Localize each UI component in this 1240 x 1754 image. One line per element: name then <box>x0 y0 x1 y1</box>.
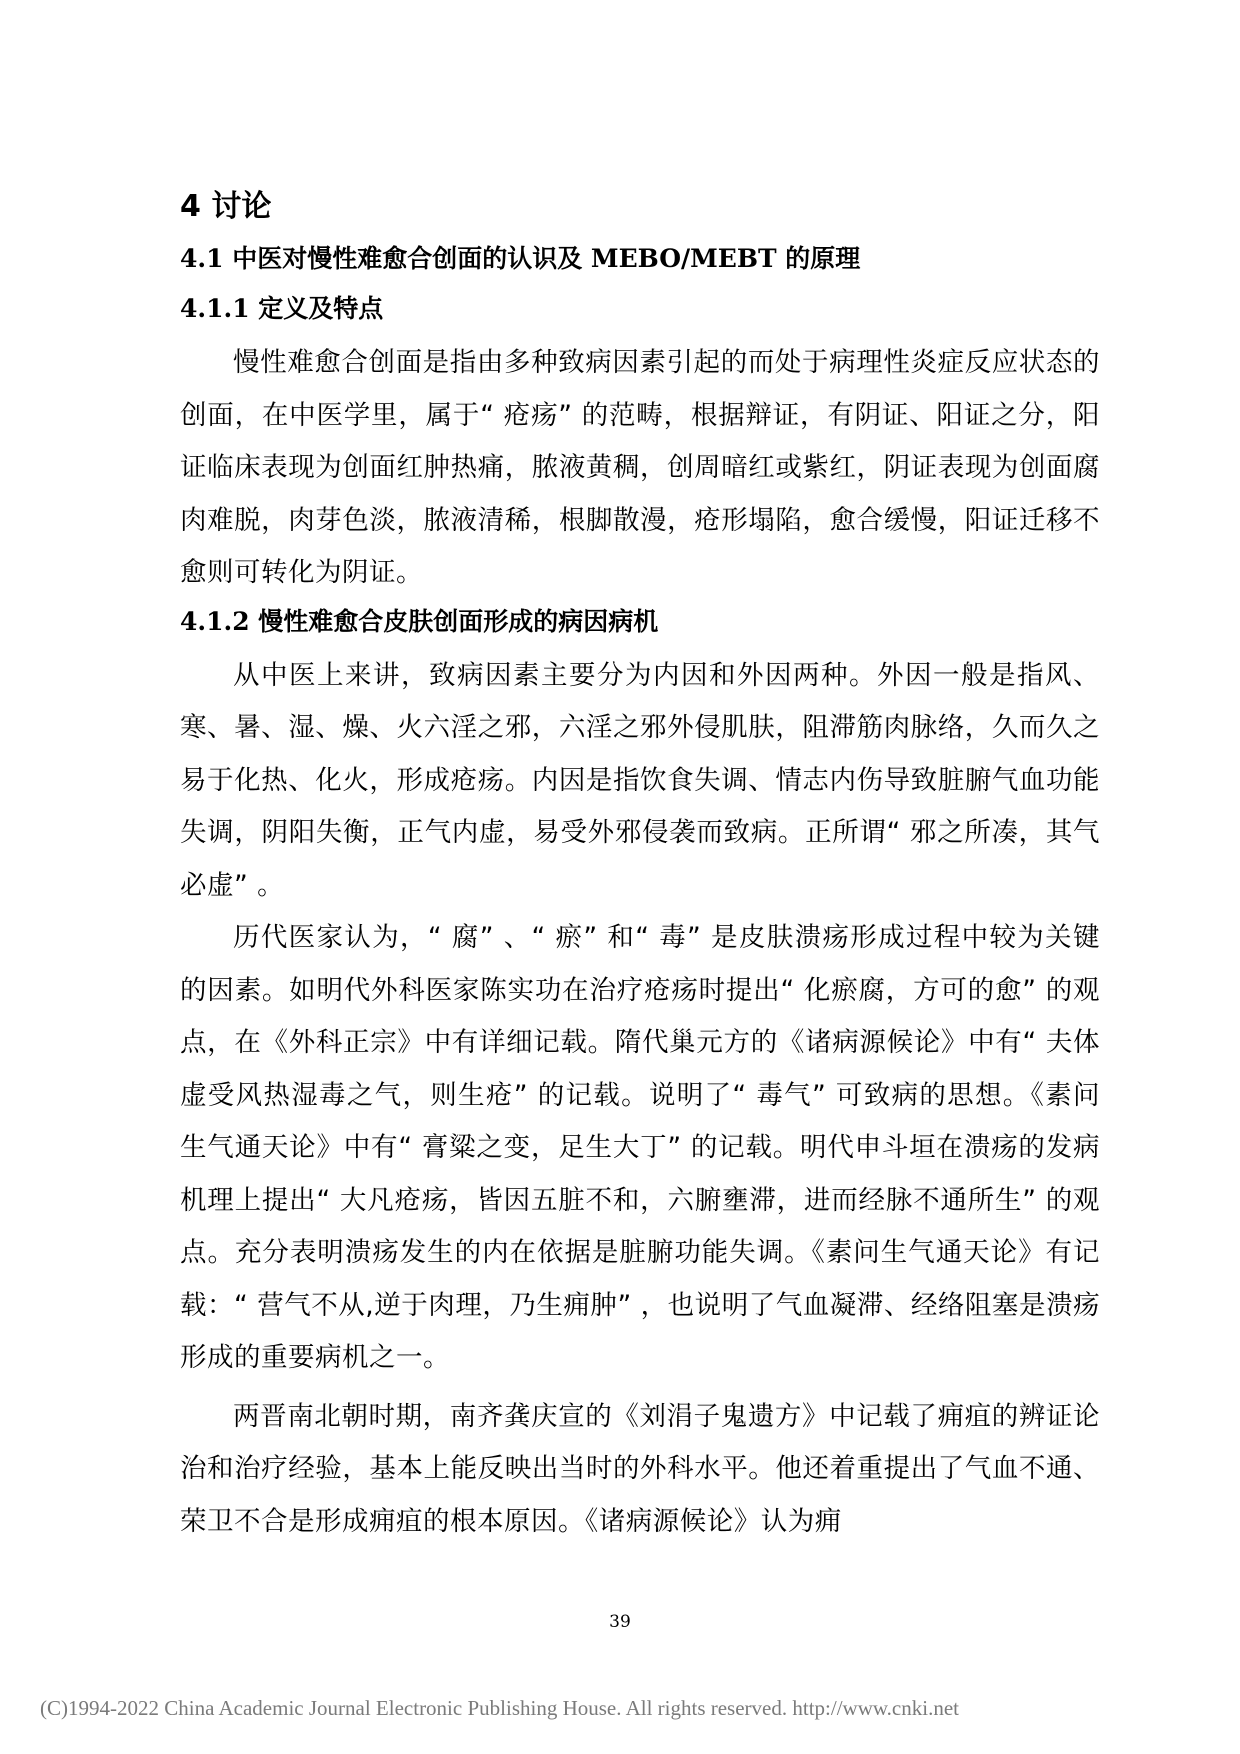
page-body <box>180 185 1100 1548</box>
subsubsection-heading-definition: 4.1.1 定义及特点 <box>180 294 384 323</box>
page-number: 39 <box>609 1612 631 1632</box>
paragraph-definition: 慢性难愈合创面是指由多种致病因素引起的而处于病理性炎症反应状态的创面，在中医学里，属于“ 疮疡” 的范畴，根据辩证，有阴证、阳证之分，阳证临床表现为创面红肿热痛，脓液黄稠，创周暗红或紫红，阴证表现为创面腐肉难脱，肉芽色淡，脓液清稀，根脚散漫，疮形塌陷，愈合缓慢，阳证迁移不愈则可转化为阴证。 <box>180 347 1100 588</box>
copyright-watermark: (C)1994-2022 China Academic Journal Electronic Publishing House. All rights reserved. http://www.cnki.net <box>40 1696 959 1720</box>
paragraph-jin-dynasty: 两晋南北朝时期，南齐龚庆宣的《刘涓子鬼遗方》中记载了痈疽的辨证论治和治疗经验，基本上能反映出当时的外科水平。他还着重提出了气血不通、荣卫不合是形成痈疽的根本原因。《诸病源候论》认为痈 <box>180 1400 1100 1537</box>
subsection-heading: 4.1 中医对慢性难愈合创面的认识及 MEBO/MEBT 的原理 <box>180 244 861 273</box>
section-heading: 4 讨论 <box>180 189 272 224</box>
subsubsection-heading-etiology: 4.1.2 慢性难愈合皮肤创面形成的病因病机 <box>180 606 659 636</box>
paragraph-etiology: 从中医上来讲，致病因素主要分为内因和外因两种。外因一般是指风、寒、暑、湿、燥、火六淫之邪，六淫之邪外侵肌肤，阻滞筋肉脉络，久而久之易于化热、化火，形成疮疡。内因是指饮食失调、情志内伤导致脏腑气血功能失调，阴阳失衡，正气内虚，易受外邪侵袭而致病。正所谓“ 邪之所凑，其气必虚” 。 <box>180 659 1100 901</box>
paragraph-historical-views: 历代医家认为，“ 腐” 、“ 瘀” 和“ 毒” 是皮肤溃疡形成过程中较为关键的因素。如明代外科医家陈实功在治疗疮疡时提出“ 化瘀腐，方可的愈” 的观点，在《外科正宗》中有详细记载。隋代巢元方的《诸病源候论》中有“ 夫体虚受风热湿毒之气，则生疮” 的记载。说明了“ 毒气” 可致病的思想。《素问生气通天论》中有“ 膏粱之变，足生大丁” 的记载。明代申斗垣在溃疡的发病机理上提出“ 大凡疮疡，皆因五脏不和，六腑壅滞，进而经脉不通所生” 的观点。充分表明溃疡发生的内在依据是脏腑功能失调。《素问生气通天论》有记载：“ 营气不从,逆于肉理，乃生痈肿” ，也说明了气血凝滞、经络阻塞是溃疡形成的重要病机之一。 <box>180 922 1100 1373</box>
